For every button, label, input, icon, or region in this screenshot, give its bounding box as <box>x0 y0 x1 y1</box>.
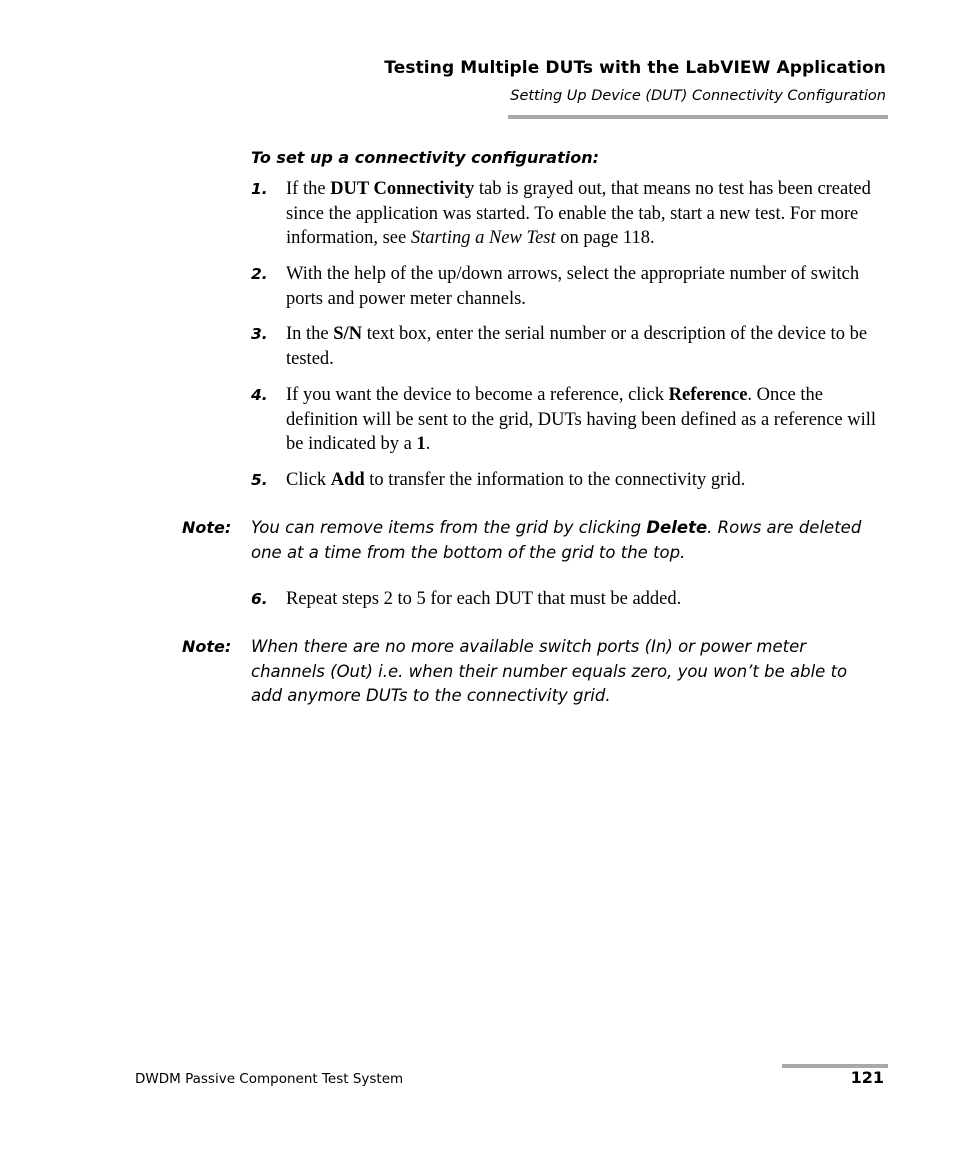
text-run: . Rows are deleted one at a time from the bottom of the grid to the top. <box>251 518 862 562</box>
step-2 <box>251 262 891 311</box>
text-run: on page 118. <box>555 228 655 248</box>
note-label: Note: <box>182 518 232 537</box>
page-number: 121 <box>850 1068 884 1087</box>
text-run: tab is grayed out, that means no test has been created since the application was started. To enable the tab, start a new test. For more information, see <box>286 179 871 248</box>
note-text: When there are no more available switch ports (In) or power meter channels (Out) i.e. when their number equals zero, you won’t be able to add anymore DUTs to the connectivity grid. <box>251 637 848 705</box>
note-text <box>251 516 882 565</box>
step-text <box>286 322 891 371</box>
text-run: to transfer the information to the connectivity grid. <box>364 470 746 490</box>
running-header-subtitle: Setting Up Device (DUT) Connectivity Configuration <box>510 88 886 104</box>
step-text: Repeat steps 2 to 5 for each DUT that must be added. <box>286 589 682 609</box>
step-number: 1. <box>251 180 268 198</box>
step-5 <box>251 468 891 493</box>
step-4 <box>251 383 891 457</box>
note-label: Note: <box>182 637 232 656</box>
ui-term-dut-connectivity: DUT Connectivity <box>330 179 475 199</box>
step-number: 6. <box>251 590 268 608</box>
ui-term-sn: S/N <box>333 324 363 344</box>
note-delete <box>182 516 882 565</box>
running-header-title: Testing Multiple DUTs with the LabVIEW Application <box>384 58 886 78</box>
text-run: You can remove items from the grid by clicking <box>251 518 647 537</box>
footer-doc-title: DWDM Passive Component Test System <box>135 1071 404 1087</box>
step-text: With the help of the up/down arrows, select the appropriate number of switch ports and power meter channels. <box>286 264 860 309</box>
text-run: . Once the definition will be sent to the grid, DUTs having been defined as a reference will be indicated by a <box>286 385 877 454</box>
text-run: Click <box>286 470 331 490</box>
cross-reference: Starting a New Test <box>410 228 556 248</box>
ui-term-reference: Reference <box>668 385 748 405</box>
procedure-title: To set up a connectivity configuration: <box>251 148 599 167</box>
step-6 <box>251 587 891 612</box>
ui-term-delete: Delete <box>646 518 708 537</box>
step-number: 2. <box>251 265 268 283</box>
text-run: text box, enter the serial number or a description of the device to be tested. <box>286 324 868 369</box>
note-no-ports <box>182 635 882 709</box>
step-text <box>286 177 891 251</box>
header-rule <box>508 115 888 119</box>
ui-term-add: Add <box>330 470 365 490</box>
text-run: If you want the device to become a reference, click <box>286 385 669 405</box>
step-number: 3. <box>251 325 268 343</box>
step-3 <box>251 322 891 371</box>
step-number: 4. <box>251 386 268 404</box>
text-run: If the <box>286 179 331 199</box>
step-number: 5. <box>251 471 268 489</box>
text-run: In the <box>286 324 334 344</box>
text-run: . <box>425 434 431 454</box>
reference-indicator: 1 <box>416 434 426 454</box>
step-text <box>286 468 891 493</box>
step-text <box>286 383 891 457</box>
step-1 <box>251 177 891 251</box>
